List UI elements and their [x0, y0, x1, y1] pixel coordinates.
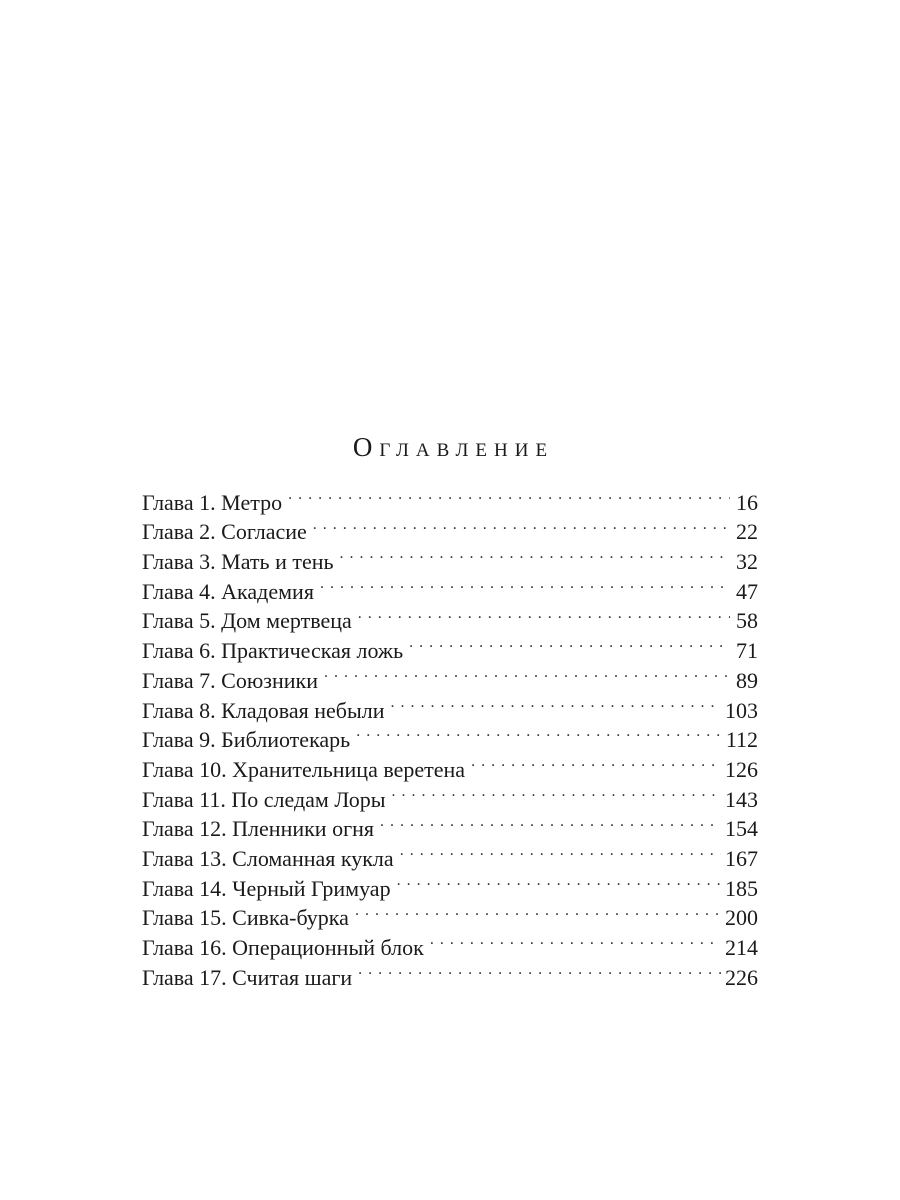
toc-chapter-title: Глава 3. Мать и тень	[142, 549, 334, 575]
toc-page-number: 103	[725, 697, 758, 723]
toc-page-number: 126	[725, 756, 758, 782]
toc-page-number: 112	[725, 727, 758, 753]
toc-dot-leader	[409, 628, 730, 658]
toc-page-number: 58	[736, 608, 758, 634]
toc-chapter-title: Глава 10. Хранительница веретена	[142, 756, 466, 782]
table-of-contents	[142, 480, 758, 990]
toc-dot-leader	[380, 807, 721, 837]
toc-dot-leader	[356, 718, 722, 748]
toc-page-number: 200	[725, 905, 758, 931]
toc-page-number: 154	[725, 816, 758, 842]
toc-dot-leader	[391, 688, 721, 718]
toc-page-number: 22	[736, 519, 758, 545]
toc-page-number: 89	[736, 667, 758, 693]
toc-dot-leader	[355, 896, 721, 926]
toc-dot-leader	[358, 599, 730, 629]
toc-chapter-title: Глава 1. Метро	[142, 489, 283, 515]
toc-dot-leader	[392, 777, 722, 807]
toc-page-number: 143	[725, 786, 758, 812]
toc-chapter-title: Глава 14. Черный Гримуар	[142, 875, 391, 901]
toc-page-number: 47	[736, 578, 758, 604]
toc-chapter-title: Глава 2. Согласие	[142, 519, 307, 545]
toc-dot-leader	[358, 955, 721, 985]
toc-page-number: 214	[725, 935, 758, 960]
toc-dot-leader	[430, 925, 721, 955]
toc-dot-leader	[400, 836, 721, 866]
toc-page-number: 32	[736, 549, 758, 575]
toc-page-number: 16	[736, 489, 758, 515]
toc-chapter-title: Глава 17. Считая шаги	[142, 964, 353, 990]
toc-dot-leader	[397, 866, 721, 896]
toc-dot-leader	[340, 539, 730, 569]
toc-chapter-title: Глава 16. Операционный блок	[142, 935, 424, 960]
toc-dot-leader	[320, 569, 730, 599]
toc-chapter-title: Глава 11. По следам Лоры	[142, 786, 386, 812]
toc-dot-leader	[471, 747, 721, 777]
toc-chapter-title: Глава 8. Кладовая небыли	[142, 697, 385, 723]
toc-chapter-title: Глава 7. Союзники	[142, 667, 318, 693]
toc-page-number: 185	[725, 875, 758, 901]
toc-page-number: 71	[736, 638, 758, 664]
toc-page-number: 167	[725, 845, 758, 871]
toc-chapter-title: Глава 9. Библиотекарь	[142, 727, 351, 753]
toc-chapter-title: Глава 5. Дом мертвеца	[142, 608, 352, 634]
toc-chapter-title: Глава 13. Сломанная кукла	[142, 845, 394, 871]
toc-chapter-title: Глава 12. Пленники огня	[142, 816, 374, 842]
toc-page-number: 226	[725, 964, 758, 990]
toc-dot-leader	[313, 510, 730, 540]
page-title: Оглавление	[352, 432, 555, 463]
toc-chapter-title: Глава 6. Практическая ложь	[142, 638, 404, 664]
toc-chapter-title: Глава 4. Академия	[142, 578, 314, 604]
toc-dot-leader	[324, 658, 730, 688]
toc-chapter-title: Глава 15. Сивка-бурка	[142, 905, 349, 931]
toc-dot-leader	[288, 480, 730, 510]
toc-entry	[142, 480, 758, 515]
